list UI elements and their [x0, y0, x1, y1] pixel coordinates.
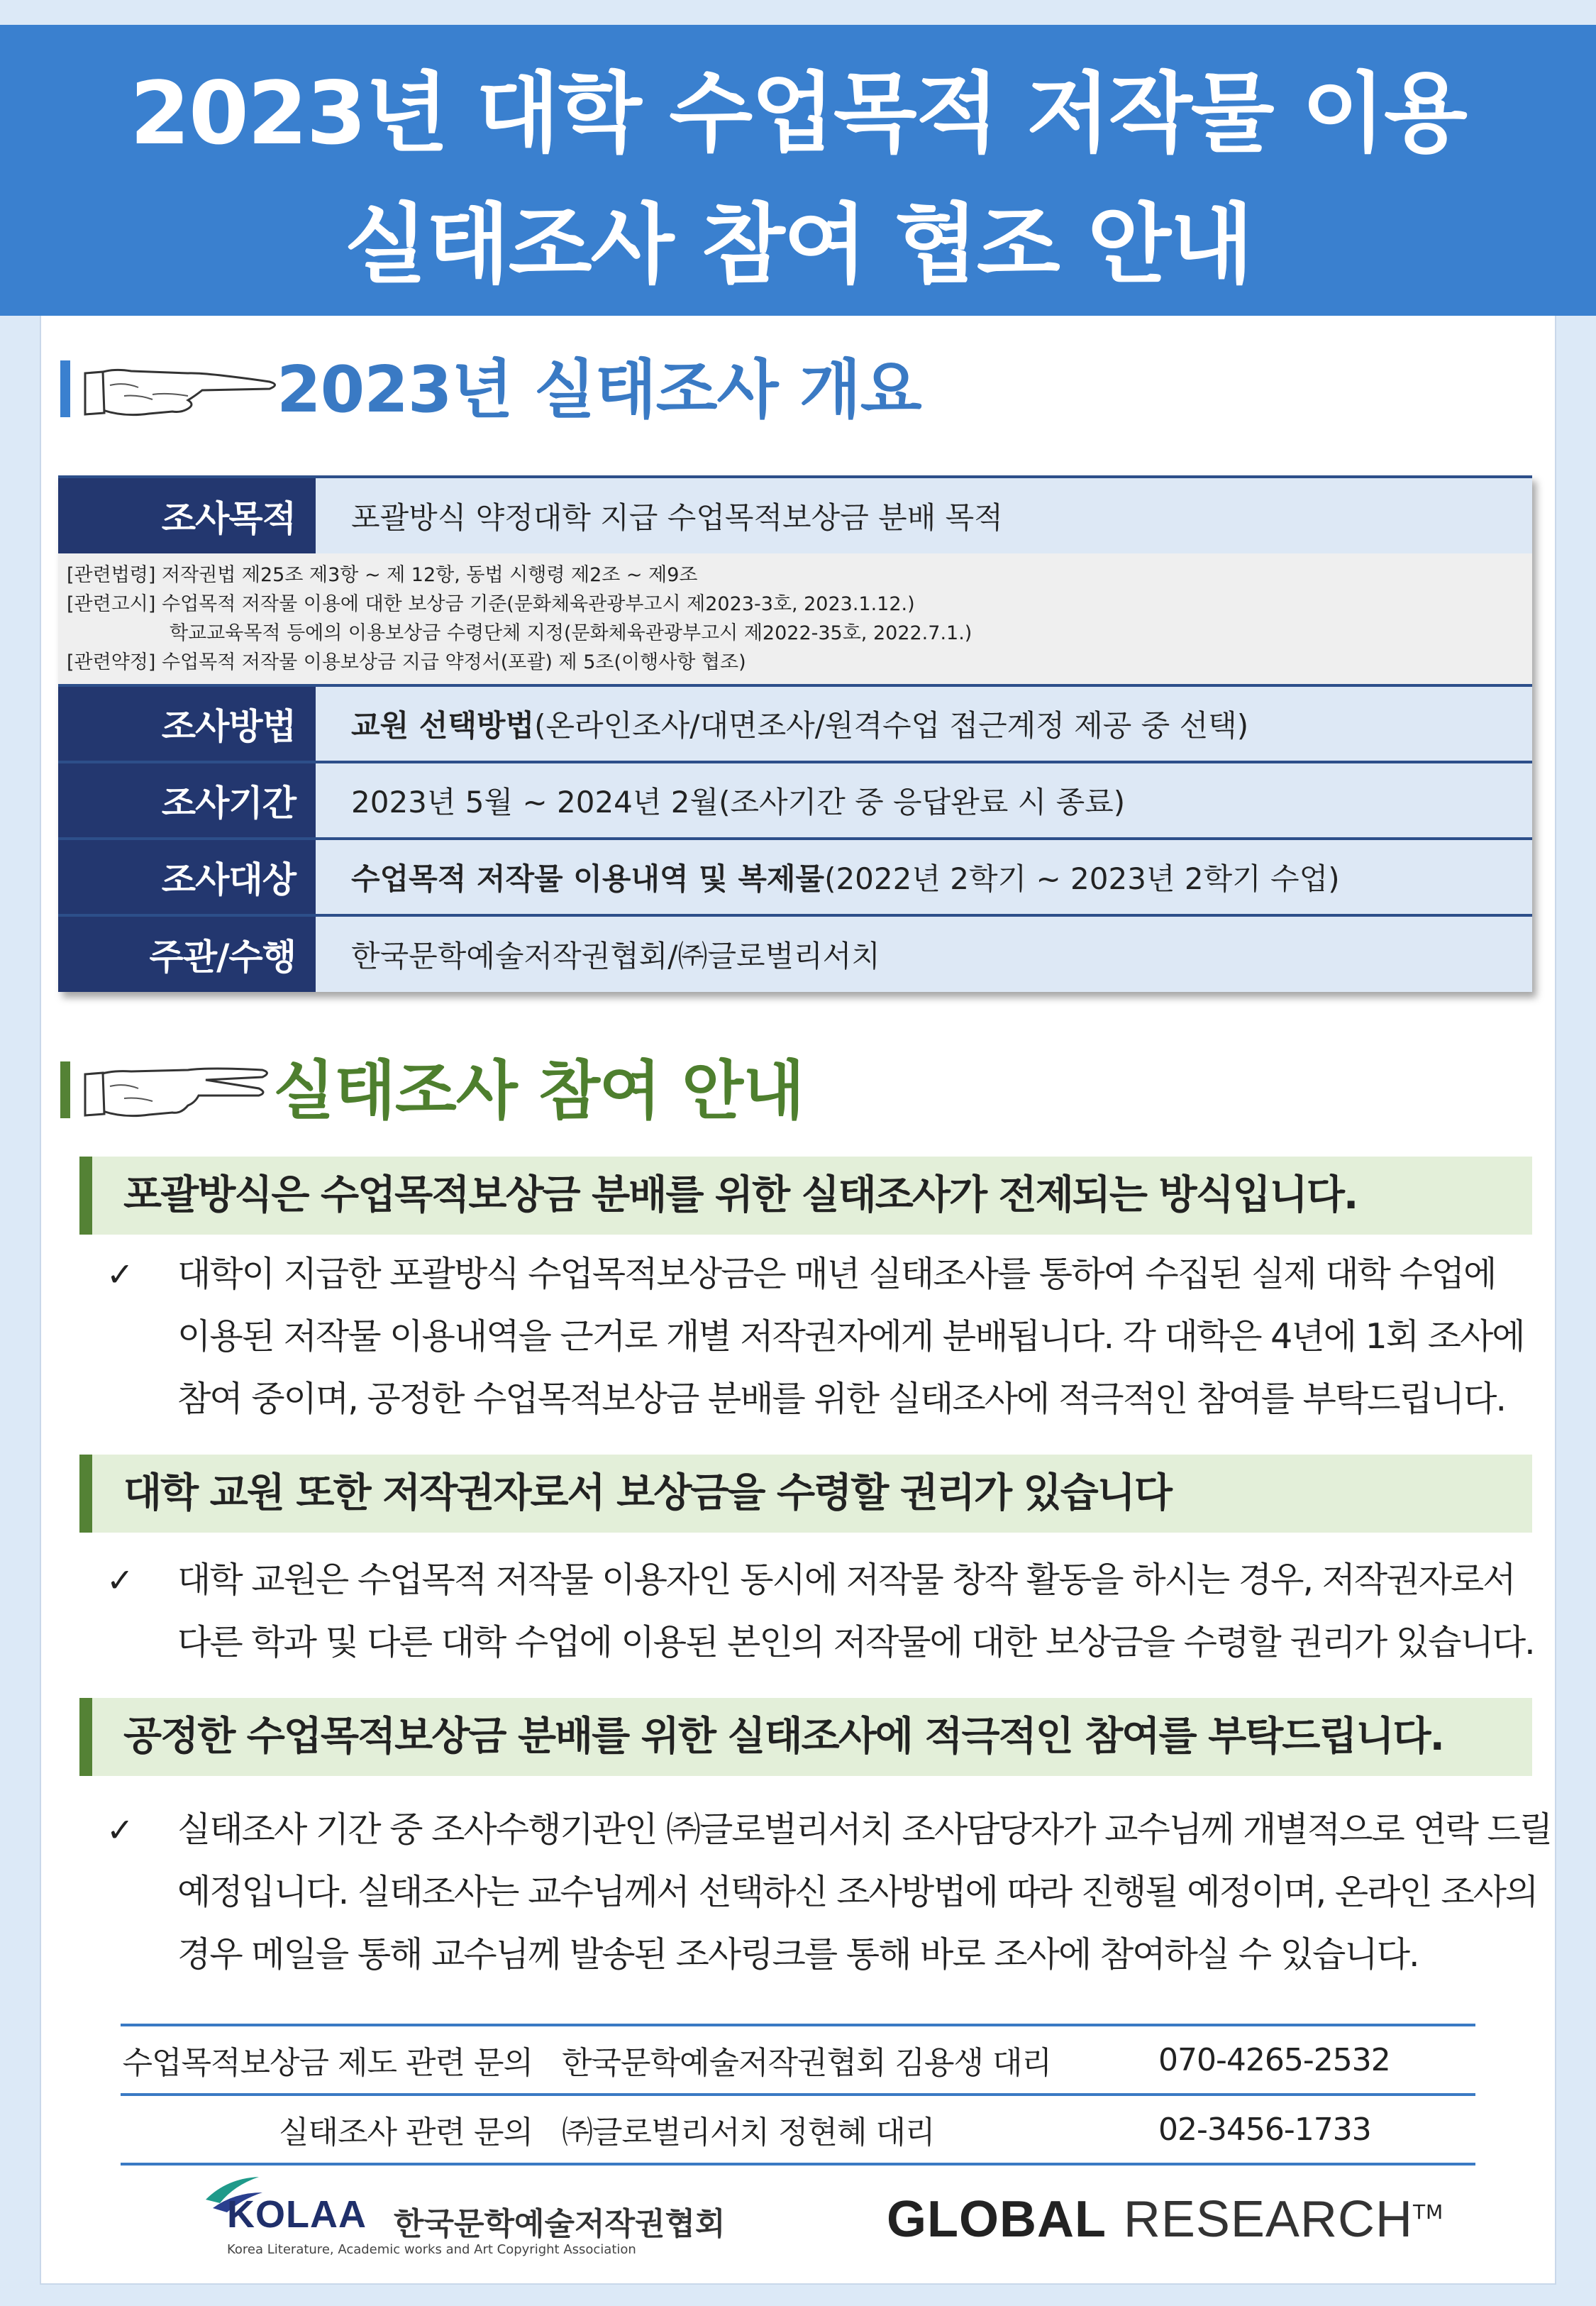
- section-paragraph-2: [106, 1549, 1534, 1677]
- section-title: 포괄방식은 수업목적보상금 분배를 위한 실태조사가 전제되는 방식입니다.: [123, 1172, 1358, 1218]
- paragraph-line: 대학 교원은 수업목적 저작물 이용자인 동시에 저작물 창작 활동을 하시는 경우, 저작권자로서: [177, 1560, 1515, 1600]
- legal-basis: [58, 553, 1532, 685]
- paragraph-lines: [177, 1243, 1524, 1430]
- row-value-bold: 수업목적 저작물 이용내역 및 복제물: [351, 861, 825, 896]
- paragraph-line: 실태조사 기간 중 조사수행기관인 ㈜글로벌리서치 조사담당자가 교수님께 개별적으로 연락 드릴: [177, 1809, 1552, 1850]
- paragraph-lines: [177, 1799, 1551, 1986]
- two-fingers-hand-icon: [82, 1054, 294, 1125]
- overview-heading: [60, 348, 1124, 433]
- legal-notice-2: 학교교육목적 등에의 이용보상금 수령단체 지정(문화체육관광부고시 제2022-35호, 2022.7.1.): [170, 622, 972, 644]
- row-label: 조사대상: [58, 839, 316, 915]
- paragraph-line: 참여 중이며, 공정한 수업목적보상금 분배를 위한 실태조사에 적극적인 참여를 부탁드립니다.: [177, 1379, 1506, 1419]
- legal-notice: [67, 590, 1532, 619]
- contact-row: [121, 2025, 1475, 2095]
- section-paragraph-1: [106, 1243, 1524, 1435]
- section-title: 공정한 수업목적보상금 분배를 위한 실태조사에 적극적인 참여를 부탁드립니다.: [123, 1714, 1443, 1760]
- paragraph-line: 예정입니다. 실태조사는 교수님께서 선택하신 조사방법에 따라 진행될 예정이며, 온라인 조사의: [177, 1872, 1538, 1912]
- contact-topic: 실태조사 관련 문의: [278, 2114, 533, 2151]
- band-accent: [79, 1455, 92, 1533]
- legal-agree-tag: [관련약정]: [67, 651, 156, 673]
- title-banner: [0, 25, 1596, 316]
- legal-law-tag: [관련법령]: [67, 564, 156, 586]
- contact-row: [121, 2095, 1475, 2164]
- row-value-text: 2023년 5월 ~ 2024년 2월(조사기간 중 응답완료 시 종료): [351, 785, 1126, 820]
- participation-heading-title: 실태조사 참여 안내: [273, 1054, 804, 1128]
- contact-table: [121, 2024, 1475, 2166]
- row-value: [316, 685, 1532, 762]
- row-value-text: (온라인조사/대면조사/원격수업 접근계정 제공 중 선택): [534, 708, 1249, 743]
- row-value: [316, 477, 1532, 553]
- paragraph-lines: [177, 1549, 1534, 1674]
- legal-agreement: [67, 648, 1532, 677]
- contact-topic: 수업목적보상금 제도 관련 문의: [122, 2045, 533, 2081]
- page-title-line2: 실태조사 참여 협조 안내: [344, 194, 1252, 295]
- page-title-line1: 2023년 대학 수업목적 저작물 이용: [130, 63, 1466, 164]
- legal-notice-tag: [관련고시]: [67, 593, 156, 615]
- overview-row-method: [58, 685, 1532, 762]
- section-title: 대학 교원 또한 저작권자로서 보상금을 수령할 권리가 있습니다: [123, 1470, 1171, 1516]
- overview-row-period: [58, 762, 1532, 839]
- paragraph-line: 이용된 저작물 이용내역을 근거로 개별 저작권자에게 분배됩니다. 각 대학은 4년에 1회 조사에: [177, 1316, 1524, 1357]
- paragraph-line: 다른 학과 및 다른 대학 수업에 이용된 본인의 저작물에 대한 보상금을 수령할 권리가 있습니다.: [177, 1622, 1534, 1662]
- row-label: 주관/수행: [58, 915, 316, 992]
- kolaa-logo: [192, 2171, 745, 2263]
- row-value: [316, 915, 1532, 992]
- check-icon: ✓: [106, 1255, 134, 1293]
- row-value-text: (2022년 2학기 ~ 2023년 2학기 수업): [824, 861, 1340, 896]
- overview-row-purpose: [58, 477, 1532, 553]
- kolaa-wordmark: KOLAA: [227, 2193, 367, 2236]
- section-band-2: [79, 1455, 1532, 1533]
- contact-person: 한국문학예술저작권협회 김용생 대리: [562, 2045, 1052, 2081]
- paragraph-line: 대학이 지급한 포괄방식 수업목적보상금은 매년 실태조사를 통하여 수집된 실제 대학 수업에: [177, 1254, 1496, 1294]
- kolaa-korean-name: 한국문학예술저작권협회: [394, 2206, 726, 2242]
- band-accent: [79, 1698, 92, 1776]
- kolaa-english-name: Korea Literature, Academic works and Art Copyright Association: [227, 2242, 636, 2257]
- section-band-3: [79, 1698, 1532, 1776]
- legal-law: [67, 561, 1532, 590]
- overview-row-organizer: [58, 915, 1532, 992]
- contact-person: ㈜글로벌리서치 정현혜 대리: [562, 2114, 935, 2151]
- contact-phone[interactable]: 070-4265-2532: [1158, 2041, 1390, 2078]
- global-word: GLOBAL: [887, 2191, 1107, 2248]
- row-value-text: 포괄방식 약정대학 지급 수업목적보상금 분배 목적: [351, 500, 1003, 535]
- participation-heading: [60, 1049, 1124, 1134]
- global-research-logo: [887, 2189, 1443, 2249]
- check-icon: ✓: [106, 1561, 134, 1599]
- row-value-bold: 교원 선택방법: [351, 708, 535, 743]
- pointing-hand-icon: [82, 353, 294, 424]
- row-label: 조사방법: [58, 685, 316, 762]
- research-word: RESEARCH: [1123, 2191, 1413, 2248]
- legal-basis-row: [58, 553, 1532, 685]
- heading-accent-bar: [60, 360, 70, 417]
- legal-law-text: 저작권법 제25조 제3항 ~ 제 12항, 동법 시행령 제2조 ~ 제9조: [162, 564, 698, 586]
- overview-row-target: [58, 839, 1532, 915]
- row-value-text: 한국문학예술저작권협회/㈜글로벌리서치: [351, 939, 880, 973]
- check-icon: ✓: [106, 1811, 134, 1849]
- contact-phone[interactable]: 02-3456-1733: [1158, 2111, 1371, 2148]
- row-label: 조사기간: [58, 762, 316, 839]
- section-band-1: [79, 1157, 1532, 1235]
- row-label: 조사목적: [58, 477, 316, 553]
- overview-table: [58, 475, 1532, 992]
- row-value: [316, 839, 1532, 915]
- band-accent: [79, 1157, 92, 1235]
- section-paragraph-3: [106, 1799, 1552, 1990]
- row-value: [316, 762, 1532, 839]
- paragraph-line: 경우 메일을 통해 교수님께 발송된 조사링크를 통해 바로 조사에 참여하실 수 있습니다.: [177, 1934, 1419, 1975]
- legal-agree-text: 수업목적 저작물 이용보상금 지급 약정서(포괄) 제 5조(이행사항 협조): [162, 651, 746, 673]
- legal-notice-text1: 수업목적 저작물 이용에 대한 보상금 기준(문화체육관광부고시 제2023-3호, 2023.1.12.): [162, 593, 915, 615]
- trademark: TM: [1412, 2200, 1444, 2224]
- overview-heading-title: 2023년 실태조사 개요: [277, 353, 921, 427]
- heading-accent-bar: [60, 1061, 70, 1118]
